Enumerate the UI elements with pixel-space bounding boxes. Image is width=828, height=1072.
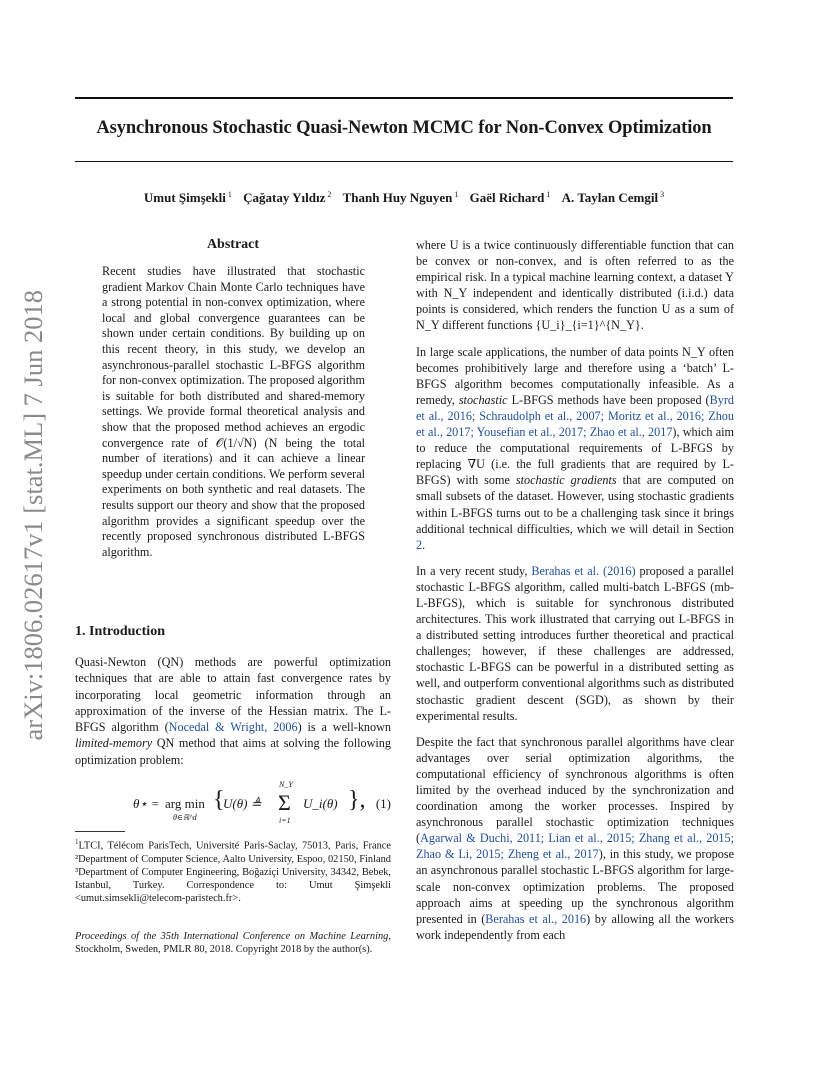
equation-body bbox=[133, 780, 366, 828]
citation-link[interactable]: Nocedal & Wright, 2006 bbox=[168, 720, 298, 735]
equation-operator: arg min bbox=[165, 796, 205, 811]
author: Çağatay Yıldız $^2$ bbox=[243, 190, 332, 206]
equation-rhs: U_i(θ) bbox=[303, 796, 338, 811]
paragraph: In a very recent study, Berahas et al. (2016) proposed a parallel stochastic L-BFGS algorithm, called multi-batch L-BFGS (mb-L-BFGS), which is suitable for synchronous distributed architectures. This work illustrated that carrying out L-BFGS in a distributed setting introduces further theoretical and practical challenges; however, if these challenges are addressed, stochastic L-BFGS can be powerful in a distributed setting as well, and outperform conventional algorithms such as distributed stochastic gradient descent (SGD), as shown by their experimental results. bbox=[416, 563, 734, 723]
arxiv-stamp bbox=[15, 290, 51, 741]
section-link[interactable]: 2 bbox=[416, 537, 423, 552]
paragraph: In large scale applications, the number of data points N_Y often becomes prohibitively large and therefore using a ‘batch’ L-BFGS algorithm becomes computationally infeasible. As a remedy, stochastic L-BFGS methods have been proposed (Byrd et al., 2016; Schraudolph et al., 2007; Moritz et al., 2016; Zhou et al., 2017; Yousefian et al., 2017; Zhao et al., 2017), which aim to reduce the computational requirements of L-BFGS by replacing ∇U (i.e. the full gradients that are required by L-BFGS) with some stochastic gradients that are computed on small subsets of the dataset. However, using stochastic gradients within L-BFGS turns out to be a challenging task since it brings additional technical difficulties, which we will detail in Section 2. bbox=[416, 344, 734, 552]
author: A. Taylan Cemgil $^3$ bbox=[561, 190, 665, 206]
arxiv-id: arXiv:1806.02617v1 [stat.ML] 7 Jun 2018 bbox=[18, 290, 48, 741]
right-brace: }, bbox=[348, 787, 366, 813]
footnote-rule bbox=[75, 831, 125, 832]
paragraph: where U is a twice continuously differentiable function that can be convex or non-convex, and is often referred to as the empirical risk. In a typical machine learning context, a dataset Y with N_Y independent and identically distributed (i.i.d.) data points is considered, which renders the function U as a sum of N_Y different functions {U_i}_{i=1}^{N_Y}. bbox=[416, 238, 734, 333]
author: Gaël Richard $^1$ bbox=[469, 190, 551, 206]
equation-operator-subscript: θ∈ℝ^d bbox=[173, 813, 197, 822]
equation-number: (1) bbox=[375, 796, 391, 811]
equation-1 bbox=[75, 780, 391, 828]
sum-upper-limit: N_Y bbox=[279, 780, 293, 789]
title-rule-top bbox=[75, 97, 733, 99]
right-column bbox=[416, 237, 734, 953]
equation-lhs: θ⋆ = bbox=[133, 796, 160, 811]
equation-middle: U(θ) ≜ bbox=[223, 796, 262, 811]
abstract-text: Recent studies have illustrated that stochastic gradient Markov Chain Monte Carlo techniques have a strong potential in non-convex optimization, where local and global convergence guarantees can be shown under certain conditions. By building up on this recent theory, in this study, we develop an asynchronous-parallel stochastic L-BFGS algorithm for non-convex optimization. The proposed algorithm is suitable for both distributed and shared-memory settings. We provide formal theoretical analysis and show that the proposed method achieves an ergodic convergence rate of 𝒪(1/√N) (N being the total number of iterations) and it can achieve a linear speedup under certain conditions. We perform several experiments on both synthetic and real datasets. The results support our theory and show that the proposed algorithm provides a significant speedup over the recently proposed synchronous distributed L-BFGS algorithm. bbox=[102, 264, 365, 559]
left-brace: { bbox=[213, 787, 225, 813]
section-heading-introduction: 1. Introduction bbox=[75, 624, 165, 639]
sum-lower-limit: i=1 bbox=[279, 816, 291, 825]
citation-link[interactable]: Agarwal & Duchi, 2011; Lian et al., 2015; Zhang et al., 2015; Zhao & Li, 2015; Zheng et al., 2017 bbox=[416, 831, 734, 862]
affiliation-footnote: $^1$LTCI, Télécom ParisTech, Université Paris-Saclay, 75013, Paris, France ²Department of Computer Science, Aalto University, Espoo, 02150, Finland ³Department of Computer Engineering, Boğaziçi University, 34342, Bebek, Istanbul, Turkey. Correspondence to: Umut Şimşekli <umut.simsekli@telecom-paristech.fr>. bbox=[75, 838, 391, 905]
citation-link[interactable]: Byrd et al., 2016; Schraudolph et al., 2007; Moritz et al., 2016; Zhou et al., 2017; Yousefian et al., 2017; Zhao et al., 2017 bbox=[416, 392, 734, 440]
paragraph: Despite the fact that synchronous parallel algorithms have clear advantages over serial optimization algorithms, the computational efficiency of synchronous algorithms is often limited by the overhead induced by the synchronization and coordination among the worker processes. Inspired by asynchronous parallel stochastic optimization techniques (Agarwal & Duchi, 2011; Lian et al., 2015; Zhang et al., 2015; Zhao & Li, 2015; Zheng et al., 2017), in this study, we propose an asynchronous parallel stochastic L-BFGS algorithm for large-scale non-convex optimization problems. The proposed approach aims at speeding up the synchronous algorithm presented in (Berahas et al., 2016) by allowing all the workers work independently from each bbox=[416, 734, 734, 942]
intro-paragraph: Quasi-Newton (QN) methods are powerful optimization techniques that are able to attain fast convergence rates by incorporating local geometric information through an approximation of the inverse of the Hessian matrix. The L-BFGS algorithm (Nocedal & Wright, 2006) is a well-known limited-memory QN method that aims at solving the following optimization problem: bbox=[75, 655, 391, 767]
paper-title: Asynchronous Stochastic Quasi-Newton MCMC for Non-Convex Optimization bbox=[96, 118, 712, 138]
proceedings-note: Proceedings of the 35th International Conference on Machine Learning, Stockholm, Sweden, PMLR 80, 2018. Copyright 2018 by the author(s). bbox=[75, 931, 391, 956]
author-list bbox=[75, 190, 733, 206]
citation-link[interactable]: Berahas et al. (2016) bbox=[531, 563, 636, 578]
author: Umut Şimşekli $^1$ bbox=[143, 190, 232, 206]
sum-symbol: Σ bbox=[278, 790, 291, 815]
citation-link[interactable]: Berahas et al., 2016 bbox=[485, 911, 587, 926]
abstract-heading: Abstract bbox=[206, 237, 260, 252]
title-rule-bottom bbox=[75, 161, 733, 162]
author: Thanh Huy Nguyen $^1$ bbox=[342, 190, 459, 206]
